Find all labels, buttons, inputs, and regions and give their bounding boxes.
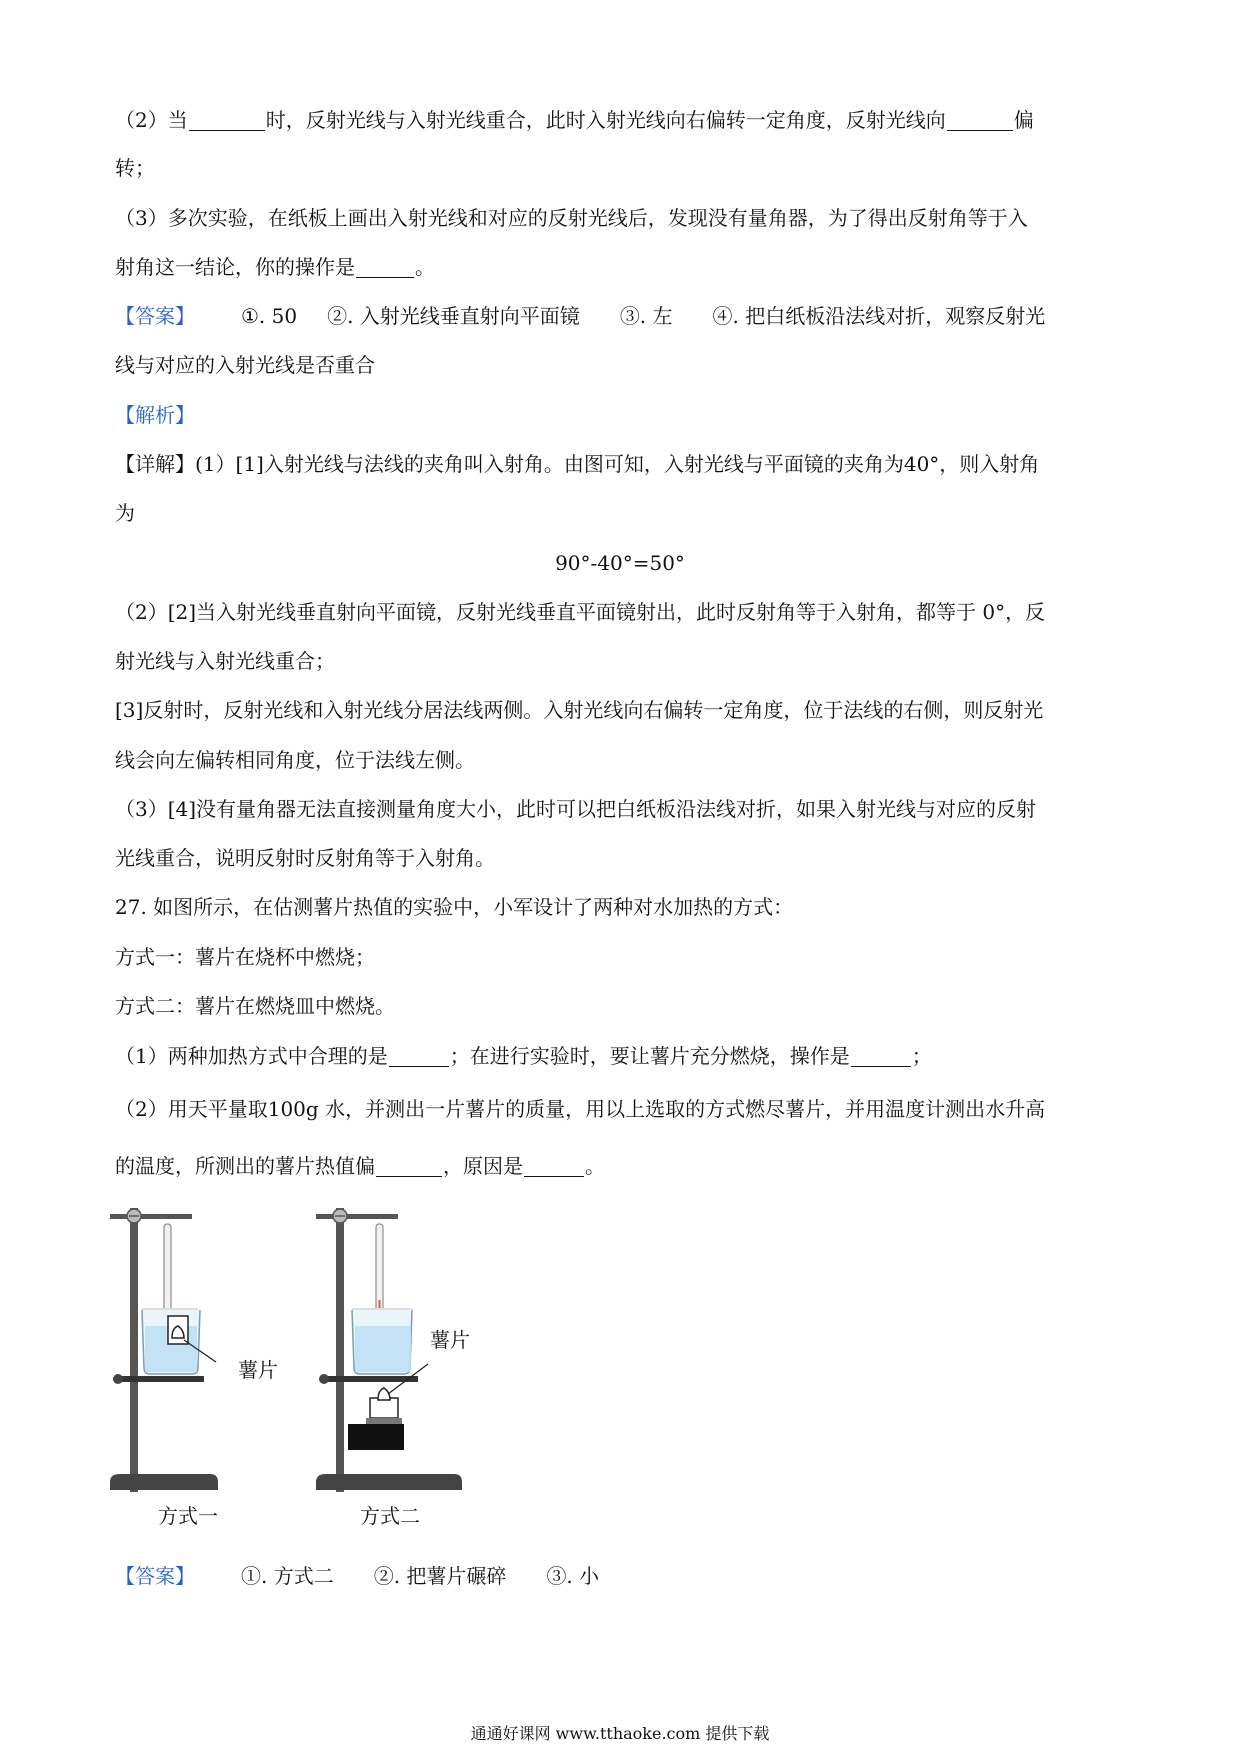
text: ； (911, 1044, 932, 1068)
page-footer: 通通好课网 www.tthaoke.com 提供下载 (470, 1724, 770, 1743)
q27-intro: 27. 如图所示，在估测薯片热值的实验中，小军设计了两种对水加热的方式： (115, 895, 794, 919)
q27-answer (115, 1563, 599, 1589)
q26-detail2-line1: （2）[2]当入射光线垂直射向平面镜，反射光线垂直平面镜射出，此时反射角等于入射角，都等于 0°，反 (115, 600, 1046, 624)
q26-answer-line2: 线与对应的入射光线是否重合 (115, 353, 375, 377)
q26-detail3-line2: 线会向左偏转相同角度，位于法线左侧。 (115, 748, 475, 772)
q27-method2: 方式二：薯片在燃烧皿中燃烧。 (115, 994, 395, 1018)
analysis-tag: 【解析】 (115, 403, 195, 427)
answer-tag: 【答案】 (115, 304, 195, 328)
answer-item: ①. 50 (241, 304, 298, 328)
label-chip-2: 薯片 (430, 1328, 470, 1352)
text: （2）用天平量取 (115, 1097, 268, 1121)
q26-part2-line2: 转； (115, 156, 155, 180)
answer-item: ③. 小 (546, 1564, 600, 1588)
q27-part2-line2 (115, 1153, 605, 1179)
answer-item: ②. 入射光线垂直射向平面镜 (327, 304, 580, 328)
text: 射角这一结论，你的操作是 (115, 255, 355, 279)
answer-item: ②. 把薯片碾碎 (373, 1564, 507, 1588)
apparatus-diagram (108, 1192, 528, 1532)
caption-method-1: 方式一 (158, 1504, 218, 1528)
answer-item: ④. 把白纸板沿法线对折，观察反射光 (712, 304, 1046, 328)
answer-blank (376, 1156, 442, 1177)
q26-part2-line1 (115, 107, 1034, 133)
formula: 90°-40°=50° (555, 551, 685, 575)
q26-detail4-line1: （3）[4]没有量角器无法直接测量角度大小，此时可以把白纸板沿法线对折，如果入射光线与对应的反射 (115, 797, 1037, 821)
text: 偏 (1013, 108, 1034, 132)
experiment-figure (108, 1192, 528, 1536)
answer-blank (356, 257, 414, 278)
answer-blank (524, 1156, 584, 1177)
q26-detail1-line1: 【详解】(1）[1]入射光线与法线的夹角叫入射角。由图可知，入射光线与平面镜的夹角为40°，则入射角 (115, 452, 1040, 476)
caption-method-2: 方式二 (360, 1504, 420, 1528)
q26-part3-line2 (115, 254, 435, 280)
text: （2）当 (115, 108, 188, 132)
text: 时，反射光线与入射光线重合，此时入射光线向右偏转一定角度，反射光线向 (265, 108, 946, 132)
text: 的温度，所测出的薯片热值偏 (115, 1154, 375, 1178)
answer-item: ①. 方式二 (241, 1564, 334, 1588)
q27-part2-line1 (115, 1096, 1045, 1122)
q26-detail1-line2: 为 (115, 501, 135, 525)
answer-blank (389, 1046, 449, 1067)
q26-part3-line1: （3）多次实验，在纸板上画出入射光线和对应的反射光线后，发现没有量角器，为了得出反射角等于入 (115, 206, 1028, 230)
text: ；在进行实验时，要让薯片充分燃烧，操作是 (449, 1044, 850, 1068)
answer-item: ③. 左 (619, 304, 673, 328)
label-chip-1: 薯片 (238, 1358, 278, 1382)
q26-detail4-line2: 光线重合，说明反射时反射角等于入射角。 (115, 846, 495, 870)
q27-method1: 方式一：薯片在烧杯中燃烧； (115, 945, 375, 969)
iron-stand-1 (110, 1208, 218, 1492)
q27-part1 (115, 1043, 932, 1069)
text: 水，并测出一片薯片的质量，用以上选取的方式燃尽薯片，并用温度计测出水升高 (318, 1097, 1046, 1121)
q26-detail3-line1: [3]反射时，反射光线和入射光线分居法线两侧。入射光线向右偏转一定角度，位于法线的右侧，则反射光 (115, 698, 1044, 722)
q26-detail2-line2: 射光线与入射光线重合； (115, 649, 335, 673)
text: ，原因是 (443, 1154, 523, 1178)
mass-value: 100g (267, 1097, 319, 1121)
text: 。 (585, 1154, 605, 1178)
text: 。 (415, 255, 435, 279)
answer-blank (947, 110, 1013, 131)
q26-answer-line1 (115, 303, 1045, 329)
text: （1）两种加热方式中合理的是 (115, 1044, 388, 1068)
answer-tag: 【答案】 (115, 1564, 195, 1588)
answer-blank (851, 1046, 911, 1067)
answer-blank (189, 110, 265, 131)
